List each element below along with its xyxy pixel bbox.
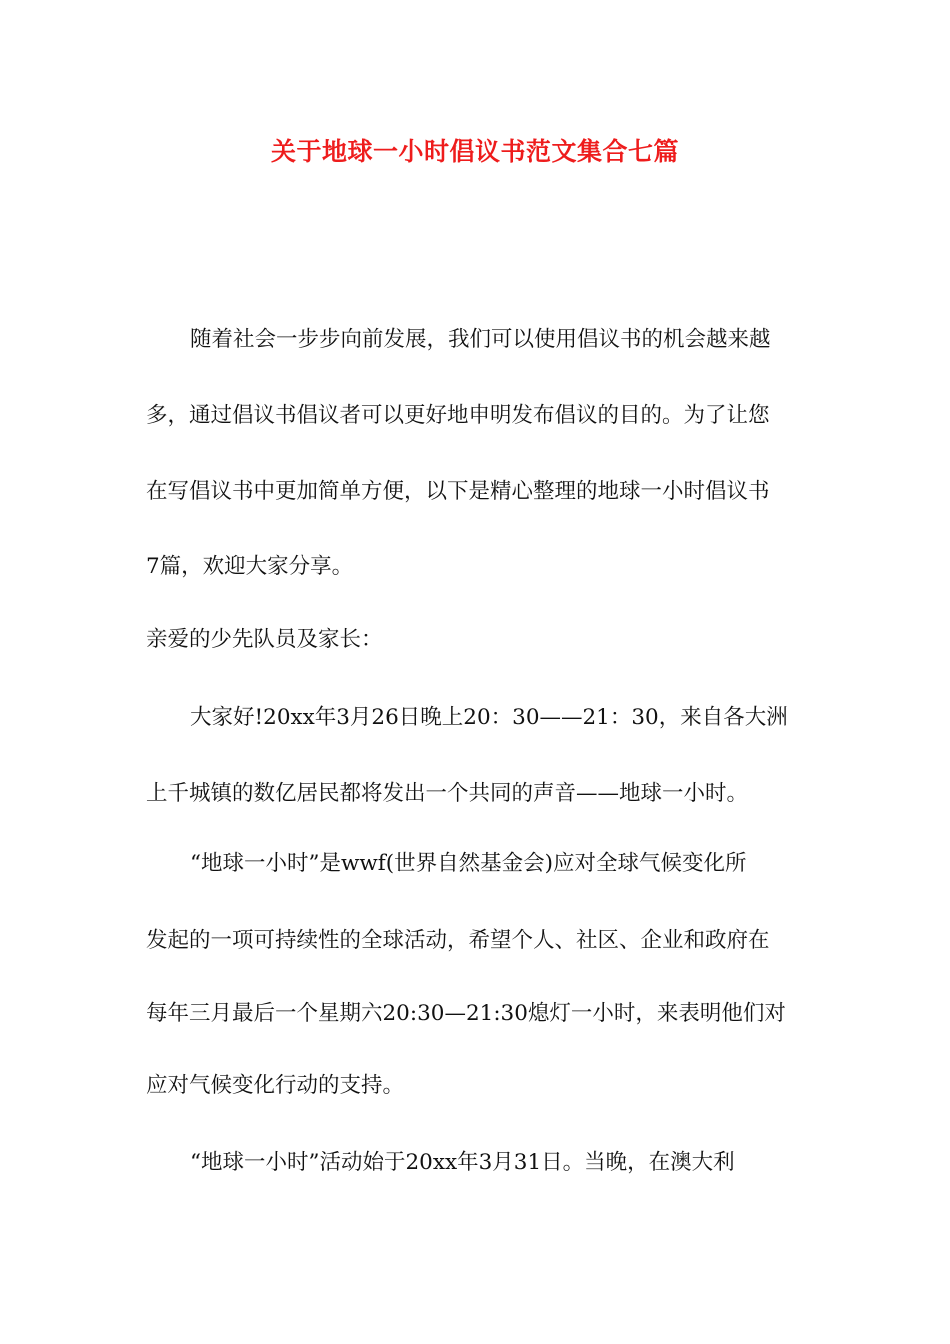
paragraph-line: 在写倡议书中更加简单方便，以下是精心整理的地球一小时倡议书: [146, 479, 770, 504]
document-title: 关于地球一小时倡议书范文集合七篇: [270, 137, 679, 166]
paragraph-line: 每年三月最后一个星期六20:30—21:30熄灯一小时，来表明他们对: [146, 1001, 786, 1026]
paragraph-line: 随着社会一步步向前发展，我们可以使用倡议书的机会越来越: [190, 327, 771, 352]
paragraph-line: 上千城镇的数亿居民都将发出一个共同的声音——地球一小时。: [146, 781, 749, 806]
salutation-line: 亲爱的少先队员及家长：: [146, 627, 383, 652]
paragraph-line: “地球一小时”是wwf(世界自然基金会)应对全球气候变化所: [190, 851, 747, 876]
paragraph-line: 发起的一项可持续性的全球活动，希望个人、社区、企业和政府在: [146, 928, 770, 953]
paragraph-line: 多，通过倡议书倡议者可以更好地申明发布倡议的目的。为了让您: [146, 403, 770, 428]
paragraph-line: 应对气候变化行动的支持。: [146, 1073, 405, 1098]
paragraph-line: 大家好!20xx年3月26日晚上20：30——21：30，来自各大洲: [190, 705, 788, 730]
paragraph-line: 7篇，欢迎大家分享。: [146, 554, 354, 579]
paragraph-line: “地球一小时”活动始于20xx年3月31日。当晚，在澳大利: [190, 1150, 735, 1175]
